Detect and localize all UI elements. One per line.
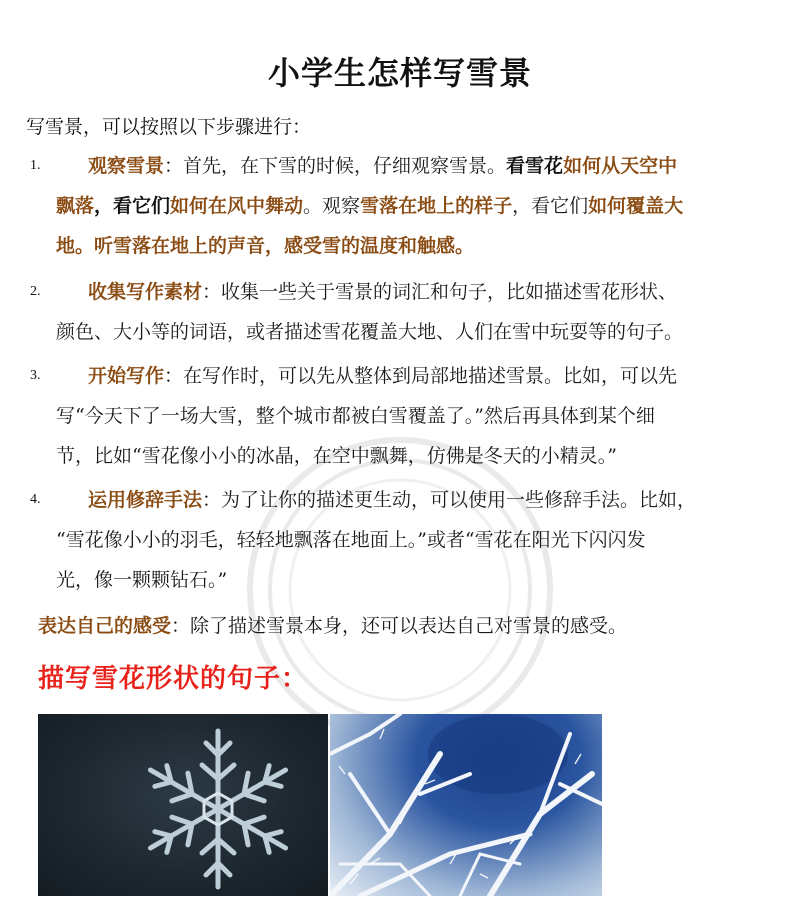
step-text-highlight: 如何从天空中 (563, 155, 678, 177)
step-number: 4. (30, 492, 41, 507)
step-label: 收集写作素材 (88, 281, 203, 303)
step-text-highlight: 飘落 (56, 195, 95, 217)
step-text: 光，像一颗颗钻石。” (56, 569, 228, 591)
step-number: 3. (30, 368, 41, 383)
step-sep: ： (202, 281, 222, 303)
step-text: 写“今天下了一场大雪，整个城市都被白雪覆盖了。”然后再具体到某个细 (56, 405, 655, 427)
step-label: 开始写作 (88, 365, 165, 387)
section-heading: 描写雪花形状的句子： (38, 664, 309, 694)
step-label: 观察雪景 (88, 155, 165, 177)
step-text-highlight: 雪落在地上的样子 (360, 195, 513, 217)
feelings-label: 表达自己的感受 (38, 615, 172, 637)
step-text-highlight: 如何在风中舞动 (170, 195, 304, 217)
step-text: 颜色、大小等的词语，或者描述雪花覆盖大地、人们在雪中玩耍等的句子。 (56, 321, 684, 343)
step-sep: ： (164, 155, 184, 177)
step-text-bold: ，看它们 (94, 195, 171, 217)
step-text: 在写作时，可以先从整体到局部地描述雪景。比如，可以先 (183, 365, 678, 387)
frost-branches-photo (330, 714, 602, 896)
step-text: 首先，在下雪的时候，仔细观察雪景。 (183, 155, 507, 177)
step-text: “雪花像小小的羽毛，轻轻地飘落在地面上。”或者“雪花在阳光下闪闪发 (56, 529, 646, 551)
step-text-highlight: 如何覆盖大 (588, 195, 684, 217)
step-text: 。观察 (303, 195, 361, 217)
step-body (56, 356, 772, 476)
step-body (56, 272, 772, 352)
step-text-bold: 看雪花 (506, 155, 564, 177)
feelings-text: 除了描述雪景本身，还可以表达自己对雪景的感受。 (190, 615, 628, 637)
step-text: ，看它们 (512, 195, 589, 217)
step-sep: ： (164, 365, 184, 387)
step-text-highlight: 。听雪落在地上的声音，感受雪的温度和触感。 (75, 235, 475, 257)
intro-text: 写雪景，可以按照以下步骤进行： (26, 116, 312, 138)
page-title: 小学生怎样写雪景 (267, 54, 532, 92)
feelings-sep: ： (171, 615, 191, 637)
step-text: 节，比如“雪花像小小的冰晶，在空中飘舞，仿佛是冬天的小精灵。” (56, 445, 617, 467)
step-number: 1. (30, 158, 41, 173)
step-text-highlight: 地 (56, 235, 76, 257)
snowflake-photo (38, 714, 328, 896)
step-label: 运用修辞手法 (88, 489, 203, 511)
step-sep: ： (202, 489, 222, 511)
feelings-body (38, 606, 754, 646)
step-body (56, 146, 772, 266)
step-body (56, 480, 772, 600)
step-number: 2. (30, 284, 41, 299)
step-text: 收集一些关于雪景的词汇和句子，比如描述雪花形状、 (221, 281, 678, 303)
step-text: 为了让你的描述更生动，可以使用一些修辞手法。比如， (221, 489, 697, 511)
